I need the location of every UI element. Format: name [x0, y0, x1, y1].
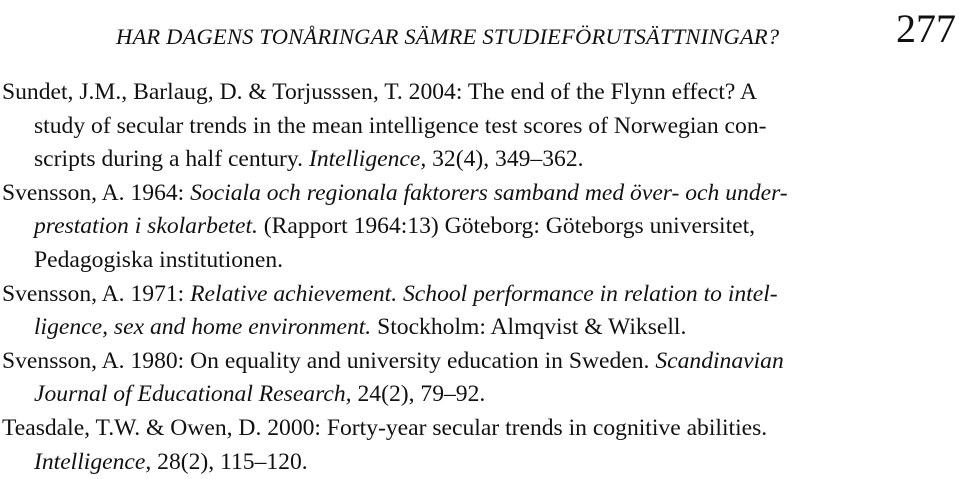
reference-line — [2, 244, 955, 278]
running-head: HAR DAGENS TONÅRINGAR SÄMRE STUDIEFÖRUTSÄTTNINGAR? — [116, 24, 780, 49]
reference-line — [2, 345, 955, 379]
reference-text: Svensson, A. 1980: On equality and university education in Sweden. — [2, 347, 656, 374]
page-header — [0, 0, 959, 64]
reference-journal: Scandinavian — [655, 347, 784, 374]
reference-entry — [2, 345, 955, 412]
reference-text: Teasdale, T.W. & Owen, D. 2000: Forty-year secular trends in cognitive abilities. — [2, 414, 768, 441]
reference-title: Relative achievement. School performance in relation to intel- — [190, 280, 778, 307]
reference-journal: Journal of Educational Research, — [34, 381, 352, 408]
page-number: 277 — [896, 6, 956, 51]
reference-entry — [2, 76, 955, 177]
reference-line — [2, 278, 955, 312]
reference-line — [2, 311, 955, 345]
reference-journal: Intelligence, — [308, 146, 427, 173]
reference-text: 24(2), 79–92. — [351, 381, 486, 408]
reference-title: Sociala och regionala faktorers samband med över- och under- — [190, 179, 788, 206]
reference-text: 28(2), 115–120. — [151, 448, 308, 475]
reference-entry — [2, 412, 955, 479]
reference-line — [2, 110, 955, 144]
reference-line — [2, 143, 955, 177]
reference-text: Sundet, J.M., Barlaug, D. & Torjusssen, T. 2004: The end of the Flynn effect? A — [2, 79, 758, 105]
reference-title: prestation i skolarbetet. — [34, 213, 258, 240]
reference-title: ligence, sex and home environment. — [34, 314, 372, 341]
reference-line — [2, 210, 955, 244]
reference-line — [2, 76, 955, 110]
reference-line — [2, 378, 955, 412]
reference-line — [2, 177, 955, 211]
reference-list — [2, 76, 955, 479]
reference-text: Stockholm: Almqvist & Wiksell. — [371, 314, 687, 341]
reference-text: Svensson, A. 1971: — [2, 280, 191, 307]
reference-text: scripts during a half century. — [34, 146, 309, 173]
reference-entry — [2, 278, 955, 345]
reference-text: Pedagogiska institutionen. — [34, 246, 284, 273]
reference-text: (Rapport 1964:13) Göteborg: Göteborgs universitet, — [257, 213, 756, 240]
reference-entry — [2, 177, 955, 278]
reference-line — [2, 446, 955, 479]
reference-text: 32(4), 349–362. — [426, 146, 584, 173]
reference-line — [2, 412, 955, 446]
reference-journal: Intelligence, — [34, 448, 152, 475]
reference-text: Svensson, A. 1964: — [2, 179, 191, 206]
reference-text: study of secular trends in the mean intelligence test scores of Norwegian con- — [34, 112, 767, 139]
